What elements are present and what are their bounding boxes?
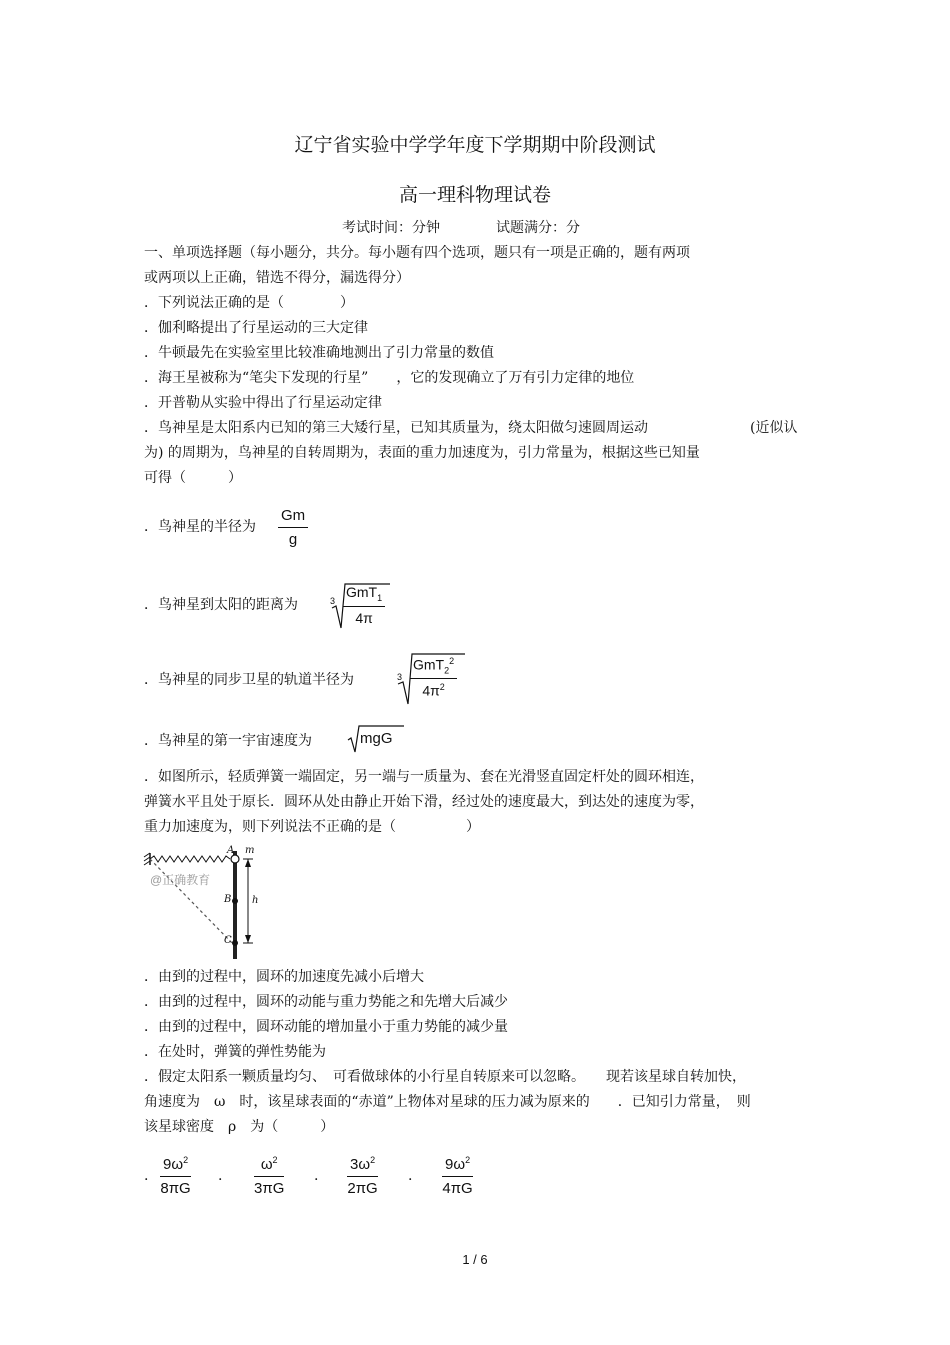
q4-option-a: [160, 1155, 191, 1197]
q4-b-numerator-sup: 2: [272, 1155, 278, 1165]
q2-b-fraction: [343, 584, 385, 626]
q1-option-a: ．伽利略提出了行星运动的三大定律: [144, 320, 368, 336]
q2-option-c: ．鸟神星的同步卫星的轨道半径为: [144, 672, 354, 688]
fig-label-h: h: [252, 895, 259, 906]
q2-c-numerator: GmT: [413, 656, 445, 673]
q4-option-c-marker: .: [314, 1168, 319, 1184]
q4-option-c: [347, 1155, 378, 1197]
q2-c-numerator-sub: 2: [444, 665, 450, 676]
q3-stem-line2: 弹簧水平且处于原长．圆环从处由静止开始下滑，经过处的速度最大，到达处的速度为零，: [144, 794, 704, 810]
q1-option-d: ．开普勒从实验中得出了行星运动定律: [144, 395, 382, 411]
q2-d-square-root: [346, 724, 406, 754]
q4-option-a-marker: .: [144, 1168, 149, 1184]
q2-b-root-index: 3: [330, 596, 336, 606]
q3-option-c: ．由到的过程中，圆环动能的增加量小于重力势能的减少量: [144, 1019, 508, 1035]
q2-a-denominator: g: [288, 531, 298, 548]
q2-c-cube-root: [395, 652, 470, 707]
q4-stem-line3: 该星球密度 ρ 为（ ）: [144, 1119, 335, 1135]
q2-option-d: ．鸟神星的第一宇宙速度为: [144, 733, 312, 749]
q1-option-b: ．牛顿最先在实验室里比较准确地测出了引力常量的数值: [144, 345, 494, 361]
section-heading-line1: 一、单项选择题（每小题分，共分。每小题有四个选项，题只有一项是正确的，题有两项: [144, 245, 690, 261]
exam-info: 考试时间：分钟 试题满分：分: [342, 220, 580, 236]
q4-d-denominator: 4πG: [442, 1180, 473, 1197]
page-subtitle: 高一理科物理试卷: [398, 184, 551, 206]
fig-label-a: A: [227, 845, 235, 856]
q3-option-b: ．由到的过程中，圆环的动能与重力势能之和先增大后减少: [144, 994, 508, 1010]
q4-b-denominator: 3πG: [254, 1180, 285, 1197]
q2-b-denominator: 4π: [355, 609, 373, 626]
q2-c-denominator-sup: 2: [439, 682, 445, 693]
q2-stem-line2: 为) 的周期为，鸟神星的自转周期为，表面的重力加速度为，引力常量为，根据这些已知量: [144, 445, 700, 461]
q4-a-numerator: 9ω: [163, 1156, 184, 1173]
q2-c-numerator-sup: 2: [449, 656, 455, 666]
q4-d-numerator-sup: 2: [465, 1155, 471, 1165]
q4-stem-line1: ．假定太阳系一颗质量均匀、 可看做球体的小行星自转原来可以忽略。 现若该星球自转加快，: [144, 1069, 746, 1085]
q2-option-b: ．鸟神星到太阳的距离为: [144, 597, 298, 613]
q2-b-numerator: GmT: [346, 584, 378, 600]
q1-option-c: ．海王星被称为“笔尖下发现的行星” ，它的发现确立了万有引力定律的地位: [144, 370, 635, 386]
fig-label-b: B: [224, 894, 232, 905]
q4-a-numerator-sup: 2: [183, 1155, 189, 1165]
q2-c-fraction: [410, 656, 457, 699]
spring-ring-rod-diagram: [140, 843, 270, 963]
fig-label-m: m: [245, 845, 255, 856]
page-number: 1 / 6: [462, 1252, 488, 1267]
q4-d-numerator: 9ω: [445, 1156, 466, 1173]
q2-c-root-index: 3: [397, 672, 403, 682]
q3-option-d: ．在处时，弹簧的弹性势能为: [144, 1044, 326, 1060]
q4-a-denominator: 8πG: [160, 1180, 191, 1197]
q4-stem-line2: 角速度为 ω 时，该星球表面的“赤道”上物体对星球的压力减为原来的 ．已知引力常量， 则: [144, 1094, 751, 1110]
q4-b-numerator: ω: [260, 1156, 273, 1173]
section-heading-line2: 或两项以上正确，错选不得分，漏选得分）: [144, 270, 410, 286]
q2-a-numerator: Gm: [278, 507, 308, 528]
q4-option-b: [254, 1155, 284, 1197]
q3-stem-line3: 重力加速度为，则下列说法不正确的是（ ）: [144, 819, 480, 835]
q2-option-a: ．鸟神星的半径为: [144, 519, 256, 535]
q2-b-cube-root: [330, 582, 400, 632]
q1-stem: ．下列说法正确的是（ ）: [144, 295, 354, 311]
page-title: 辽宁省实验中学学年度下学期期中阶段测试: [294, 134, 656, 156]
q2-stem-line1: ．鸟神星是太阳系内已知的第三大矮行星，已知其质量为，绕太阳做匀速圆周运动: [144, 420, 648, 436]
q4-c-denominator: 2πG: [347, 1180, 378, 1197]
q3-stem-line1: ．如图所示，轻质弹簧一端固定，另一端与一质量为、套在光滑竖直固定杆处的圆环相连，: [144, 769, 704, 785]
q2-b-numerator-sub: 1: [377, 592, 383, 603]
q4-option-d-marker: .: [408, 1168, 413, 1184]
q3-option-a: ．由到的过程中，圆环的加速度先减小后增大: [144, 969, 424, 985]
q4-c-numerator: 3ω: [350, 1156, 371, 1173]
q2-stem-line3: 可得（ ）: [144, 470, 242, 486]
q2-d-radicand: mgG: [360, 730, 393, 747]
q2-a-fraction: [278, 507, 308, 548]
fig-label-c: C: [224, 935, 232, 946]
q2-stem-line1-tail: (近似认: [750, 420, 798, 436]
q4-option-b-marker: .: [218, 1168, 223, 1184]
q4-option-d: [442, 1155, 473, 1197]
q4-c-numerator-sup: 2: [370, 1155, 376, 1165]
q3-figure: [140, 843, 270, 963]
watermark: @正确教育: [150, 873, 211, 887]
q2-c-denominator: 4π: [422, 683, 440, 700]
